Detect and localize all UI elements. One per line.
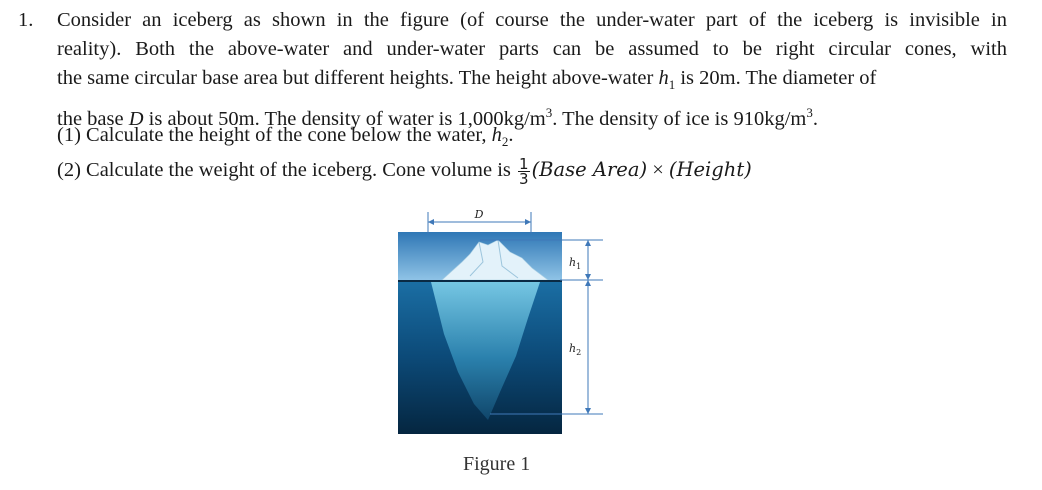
var-h1-sub: 1: [668, 76, 676, 92]
label-h1-sub: 1: [576, 262, 582, 271]
var-h1: h: [658, 66, 669, 89]
formula-height: (Height): [668, 158, 752, 181]
fraction-denominator: 3: [519, 169, 529, 188]
question-1-text: (1) Calculate the height of the cone below the water,: [57, 124, 487, 146]
var-h2: h: [491, 124, 502, 146]
var-D: D: [128, 108, 144, 131]
statement-line-1: Consider an iceberg as shown in the figure (of course the under-water part of the iceberg is invisible in: [57, 9, 1007, 31]
cube-sup-2: 3: [806, 105, 813, 121]
statement-line-2: reality). Both the above-water and under-water parts can be assumed to be right circular cones, with: [57, 37, 1007, 60]
label-D: D: [474, 208, 484, 221]
fraction-numerator: 1: [519, 154, 529, 173]
formula-times: ×: [652, 159, 664, 181]
label-h2: [569, 342, 581, 357]
label-h1: [569, 256, 581, 271]
label-h2-main: h: [569, 342, 577, 355]
statement-line-3b: is 20m. The diameter of: [680, 66, 877, 89]
label-h1-main: h: [569, 256, 577, 269]
problem-number: 1.: [18, 9, 34, 31]
statement-line-4d: .: [812, 108, 818, 131]
statement-line-4b: is about 50m. The density of water is 1,000kg/m: [148, 108, 546, 131]
formula-base-area: (Base Area): [531, 158, 648, 181]
statement-line-3a: the same circular base area but different heights. The height above-water: [57, 66, 654, 89]
statement-line-4a: the base: [57, 108, 124, 131]
question-1-period: .: [508, 124, 514, 146]
cube-sup-1: 3: [545, 105, 553, 121]
statement-line-4c: . The density of ice is 910kg/m: [552, 108, 807, 131]
label-h2-sub: 2: [576, 348, 582, 357]
figure-caption: Figure 1: [463, 453, 531, 475]
var-h2-sub: 2: [501, 134, 509, 150]
question-2-text: (2) Calculate the weight of the iceberg. Cone volume is: [57, 159, 511, 181]
